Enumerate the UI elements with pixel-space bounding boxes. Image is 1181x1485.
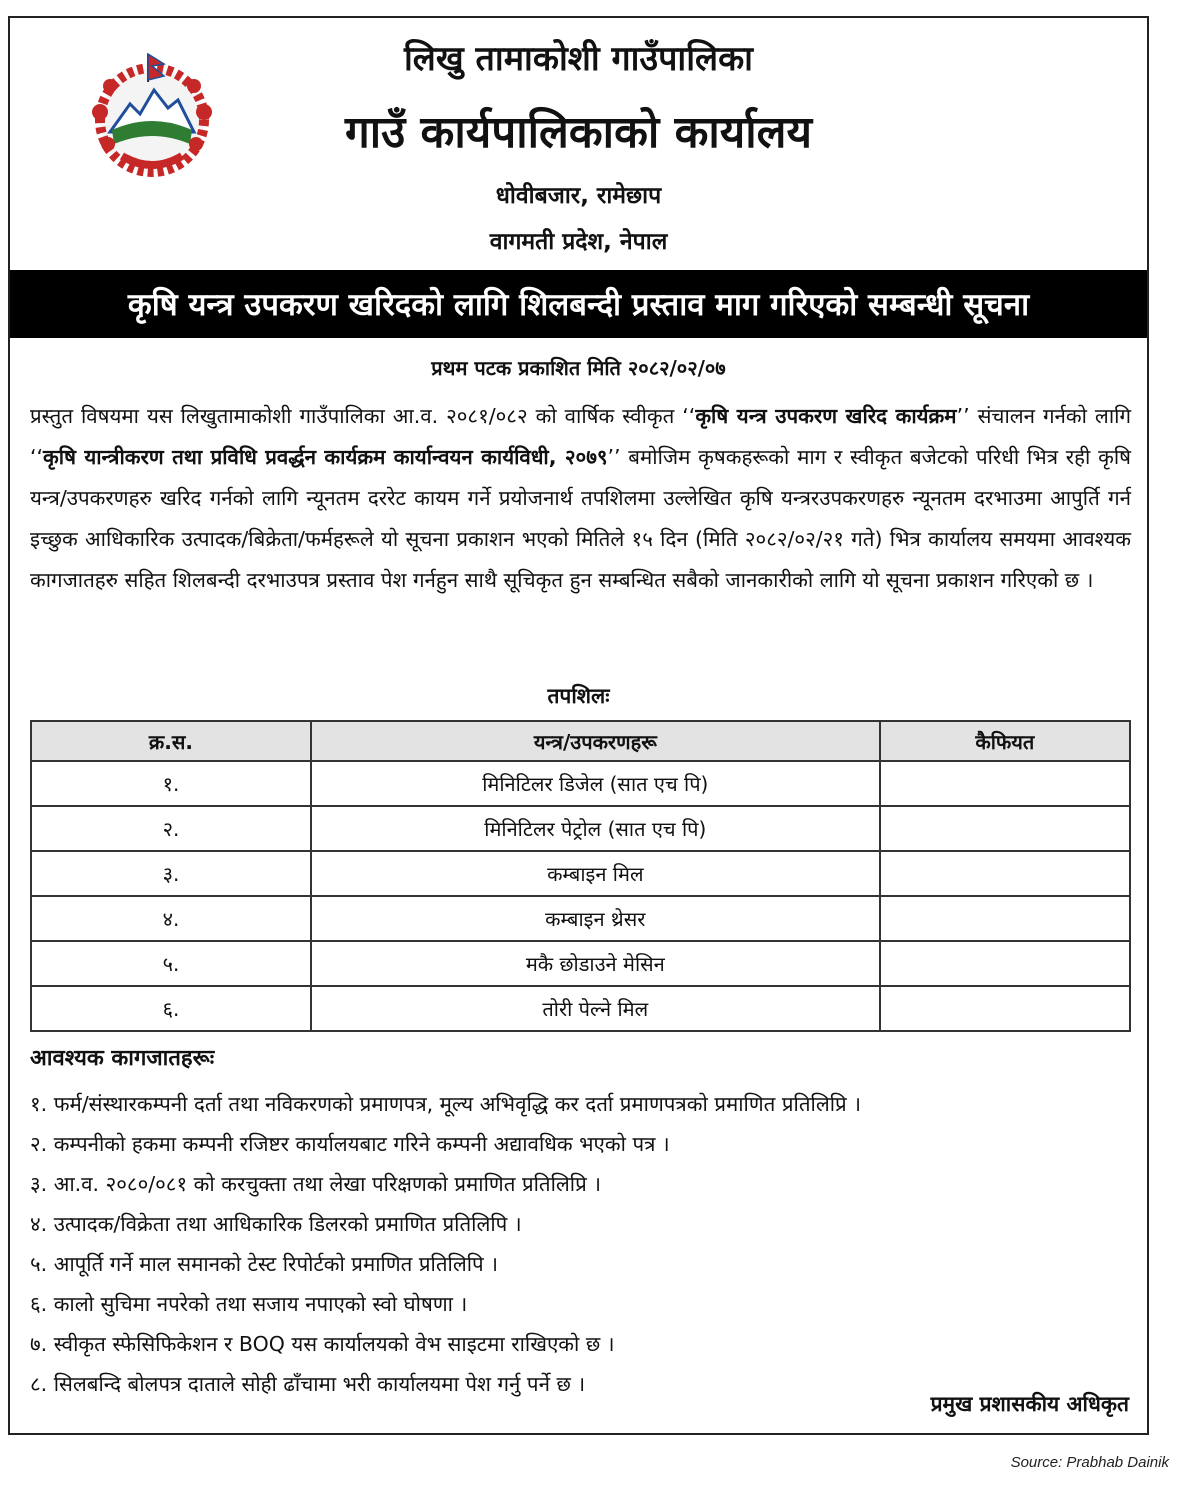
- row-remarks: [880, 806, 1130, 851]
- procedure-name: कृषि यान्त्रीकरण तथा प्रविधि प्रवर्द्धन कार्यक्रम कार्यान्वयन कार्यविधी, २०७९: [43, 445, 608, 469]
- row-equipment: मिनिटिलर पेट्रोल (सात एच पि): [311, 806, 880, 851]
- header-serial: क्र.स.: [31, 721, 311, 761]
- notice-title: कृषि यन्त्र उपकरण खरिदको लागि शिलबन्दी प्रस्ताव माग गरिएको सम्बन्धी सूचना: [10, 270, 1147, 338]
- required-documents-title: आवश्यक कागजातहरूः: [30, 1046, 215, 1071]
- row-remarks: [880, 896, 1130, 941]
- list-item: ३. आ.व. २०८०/०८१ को करचुक्ता तथा लेखा परिक्षणको प्रमाणित प्रतिलिप्रि ।: [30, 1172, 602, 1196]
- row-serial: १.: [31, 761, 311, 806]
- row-remarks: [880, 941, 1130, 986]
- row-remarks: [880, 851, 1130, 896]
- letterhead: [10, 18, 1147, 270]
- row-equipment: कम्बाइन थ्रेसर: [311, 896, 880, 941]
- signatory-title: प्रमुख प्रशासकीय अधिकृत: [930, 1392, 1129, 1416]
- list-item: ७. स्वीकृत स्फेसिफिकेशन र BOQ यस कार्यालयको वेभ साइटमा राखिएको छ ।: [30, 1332, 615, 1356]
- table-header-row: [31, 721, 1130, 761]
- row-serial: ४.: [31, 896, 311, 941]
- table-row: [31, 986, 1130, 1031]
- header-equipment: यन्त्र/उपकरणहरू: [311, 721, 880, 761]
- row-serial: २.: [31, 806, 311, 851]
- row-equipment: मिनिटिलर डिजेल (सात एच पि): [311, 761, 880, 806]
- list-item: ५. आपूर्ति गर्ने माल समानको टेस्ट रिपोर्टको प्रमाणित प्रतिलिपि ।: [30, 1252, 498, 1276]
- header-remarks: कैफियत: [880, 721, 1130, 761]
- published-date: प्रथम पटक प्रकाशित मिति २०८२/०२/०७: [431, 356, 726, 380]
- notice-body: [30, 396, 1131, 601]
- required-documents-list: [30, 1084, 1140, 1404]
- body-text-2: ’’ संचालन गर्नको लागि ‘‘: [30, 404, 1131, 469]
- row-serial: ६.: [31, 986, 311, 1031]
- table-row: [31, 761, 1130, 806]
- row-serial: ५.: [31, 941, 311, 986]
- table-row: [31, 806, 1130, 851]
- list-item: १. फर्म/संस्थारकम्पनी दर्ता तथा नविकरणको प्रमाणपत्र, मूल्य अभिवृद्धि कर दर्ता प्रमाणपत्रको प्रमाणित प्रतिलिप्रि ।: [30, 1092, 862, 1116]
- row-equipment: कम्बाइन मिल: [311, 851, 880, 896]
- equipment-table: [30, 720, 1131, 1032]
- notice-frame: [8, 16, 1149, 1435]
- office-name: गाउँ कार्यपालिकाको कार्यालय: [344, 107, 813, 158]
- row-serial: ३.: [31, 851, 311, 896]
- list-item: ६. कालो सुचिमा नपरेको तथा सजाय नपाएको स्वो घोषणा ।: [30, 1292, 468, 1316]
- province-country: वागमती प्रदेश, नेपाल: [489, 229, 668, 255]
- row-equipment: मकै छोडाउने मेसिन: [311, 941, 880, 986]
- row-remarks: [880, 761, 1130, 806]
- list-item: २. कम्पनीको हकमा कम्पनी रजिष्टर कार्यालयबाट गरिने कम्पनी अद्यावधिक भएको पत्र ।: [30, 1132, 670, 1156]
- table-row: [31, 941, 1130, 986]
- program-name: कृषि यन्त्र उपकरण खरिद कार्यक्रम: [695, 404, 957, 428]
- row-equipment: तोरी पेल्ने मिल: [311, 986, 880, 1031]
- body-text-3: ’’ बमोजिम कृषकहरूको माग र स्वीकृत बजेटको परिधी भित्र रही कृषि यन्त्र/उपकरणहरु खरिद गर्नको लागि न्यूनतम दररेट कायम गर्ने प्रयोजनार्थ तपशिलमा उल्लेखित कृषि यन्त्ररउपकरणहरु न्यूनतम दरभाउमा आपुर्ति गर्न इच्छुक आधिकारिक उत्पादक/बिक्रेता/फर्महरूले यो सूचना प्रकाशन भएको मितिले १५ दिन (मिति २०८२/०२/२१ गते) भित्र कार्यालय समयमा आवश्यक कागजातहरु सहित शिलबन्दी दरभाउपत्र प्रस्ताव पेश गर्नहुन साथै सूचिकृत हुन सम्बन्धित सबैको जानकारीको लागि यो सूचना प्रकाशन गरिएको छ ।: [30, 445, 1131, 592]
- body-text-1: प्रस्तुत विषयमा यस लिखुतामाकोशी गाउँपालिका आ.व. २०८१/०८२ को वार्षिक स्वीकृत ‘‘: [30, 404, 696, 428]
- list-item: ८. सिलबन्दि बोलपत्र दाताले सोही ढाँचामा भरी कार्यालयमा पेश गर्नु पर्ने छ ।: [30, 1372, 586, 1396]
- table-row: [31, 851, 1130, 896]
- office-address: धोवीबजार, रामेछाप: [495, 183, 662, 209]
- row-remarks: [880, 986, 1130, 1031]
- schedule-label: तपशिलः: [547, 684, 610, 708]
- list-item: ४. उत्पादक/विक्रेता तथा आधिकारिक डिलरको प्रमाणित प्रतिलिपि ।: [30, 1212, 522, 1236]
- source-credit: Source: Prabhab Dainik: [1010, 1454, 1169, 1471]
- table-row: [31, 896, 1130, 941]
- municipality-name: लिखु तामाकोशी गाउँपालिका: [404, 39, 753, 79]
